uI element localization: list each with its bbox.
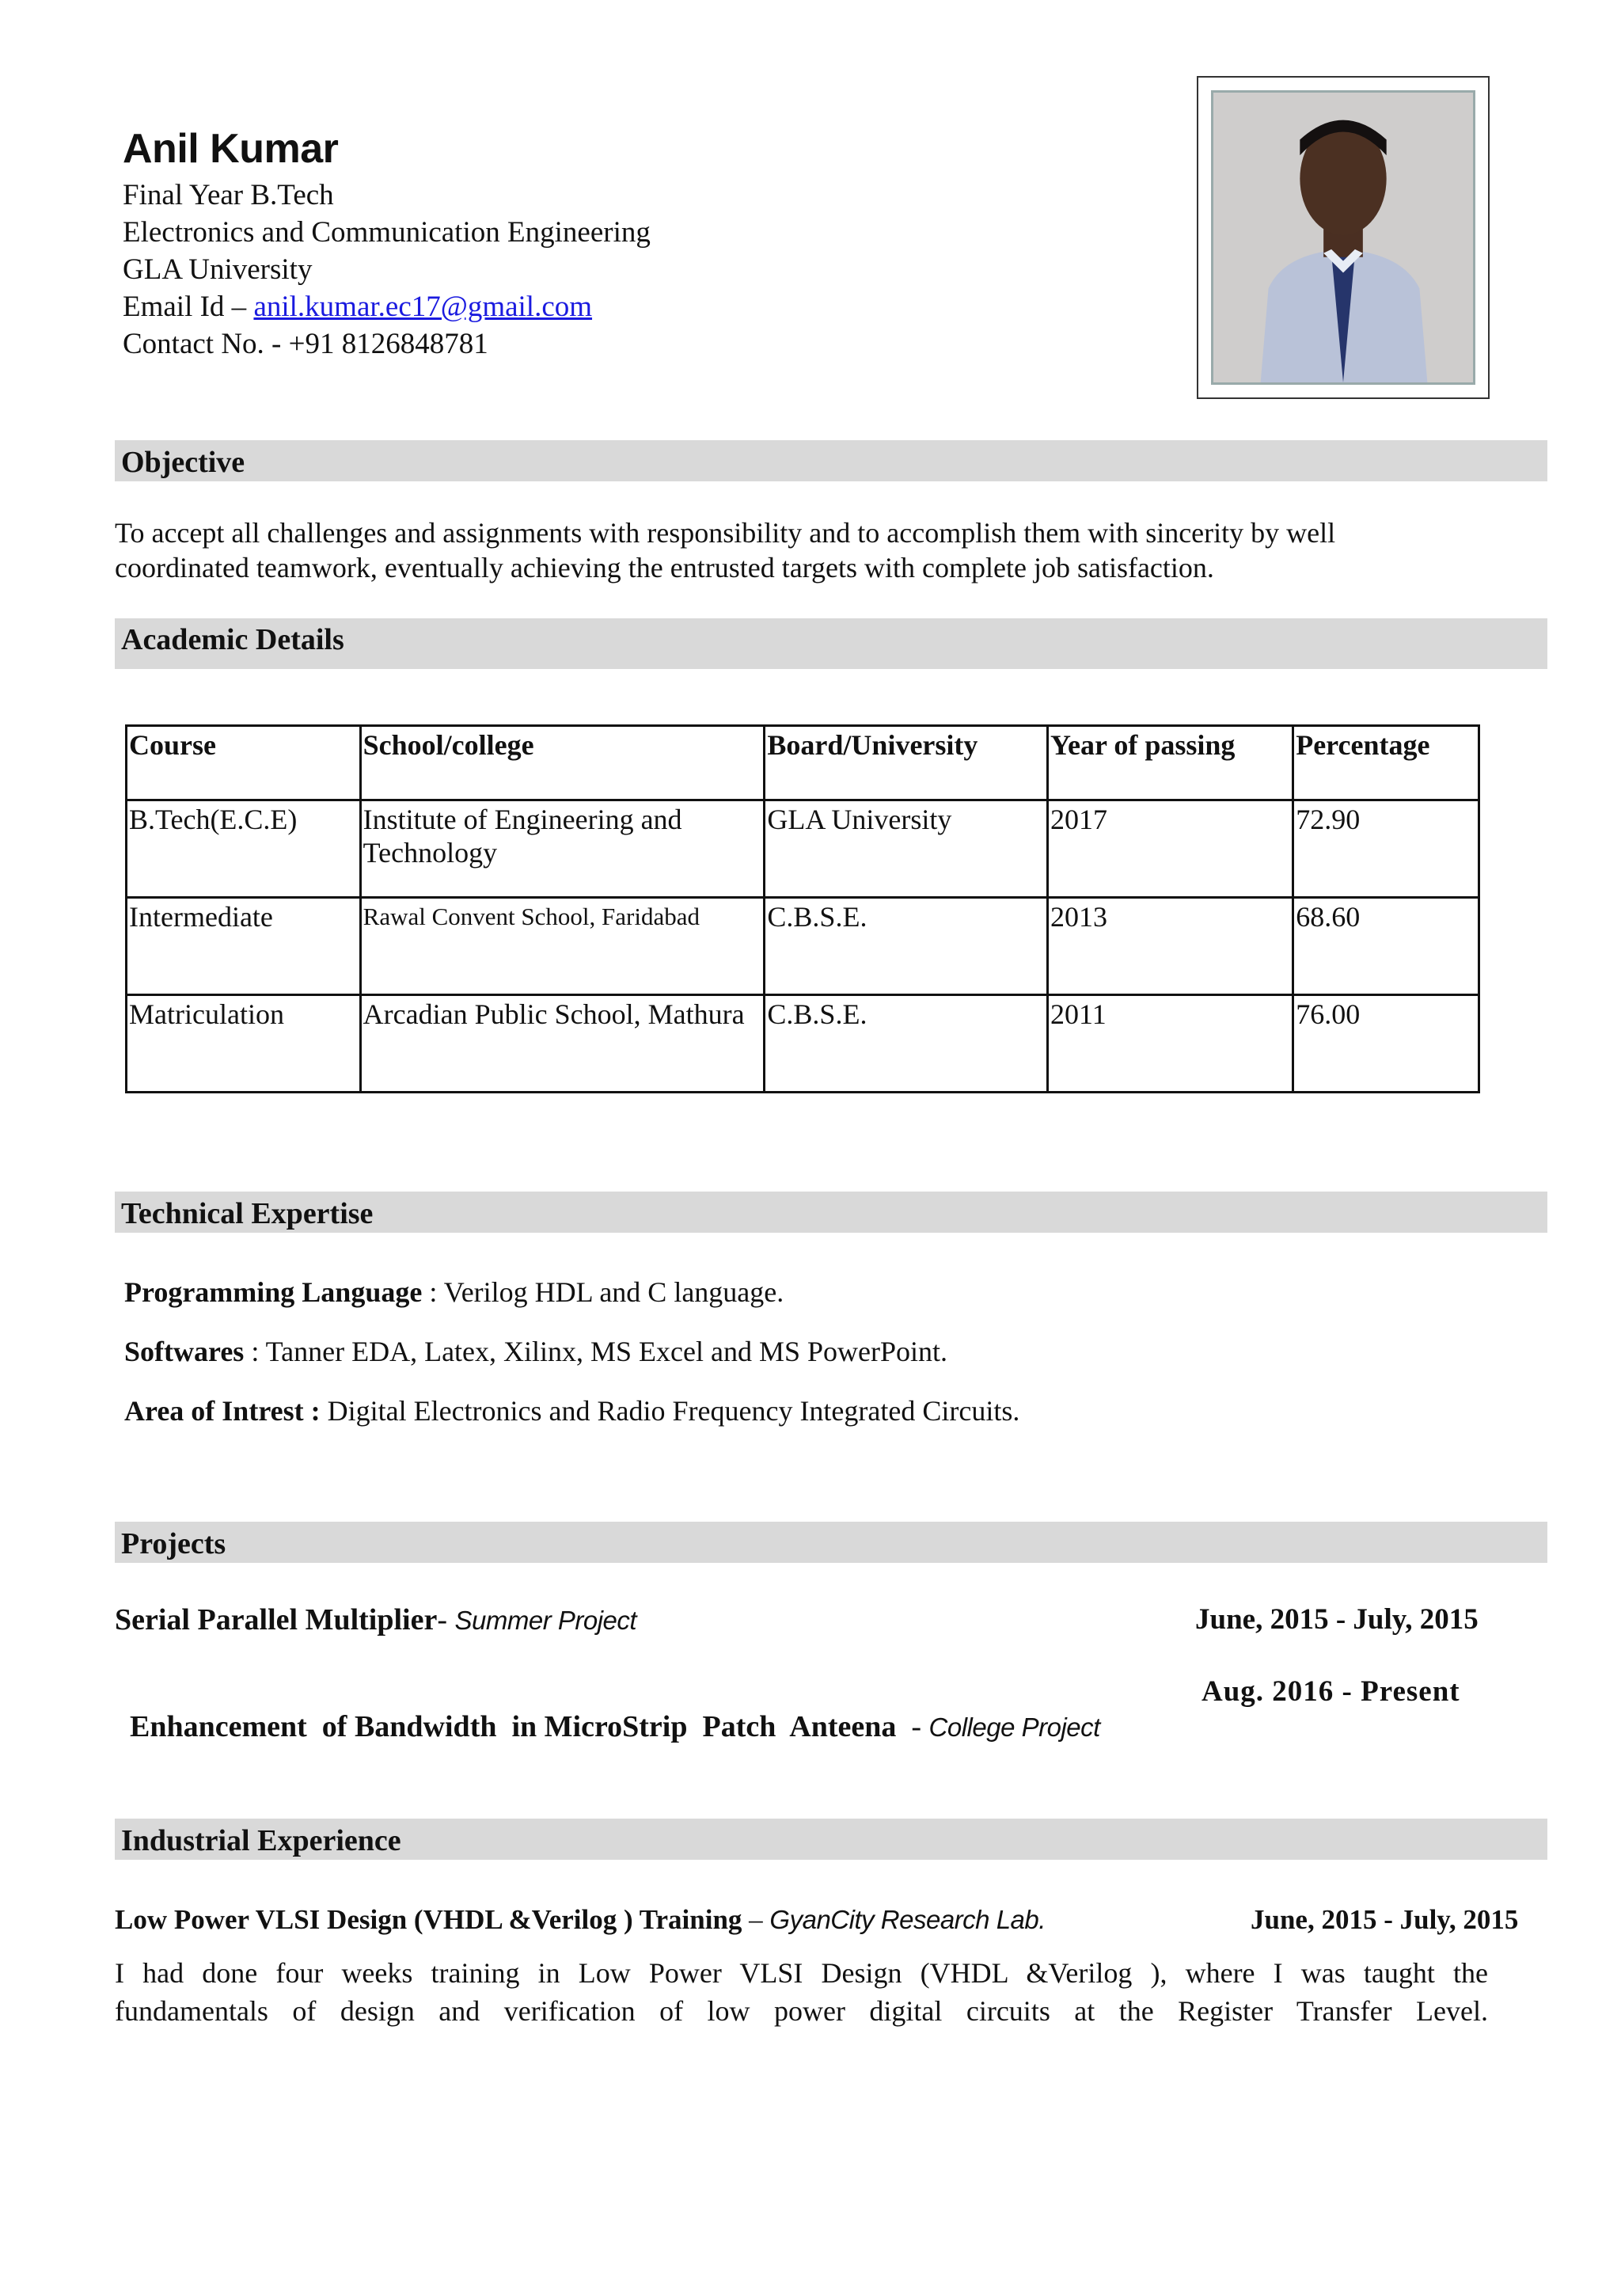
profile-photo-image (1211, 90, 1475, 385)
objective-line-2: coordinated teamwork, eventually achieving the entrusted targets with complete job satisfaction. (115, 552, 1214, 584)
table-cell: 76.00 (1293, 995, 1479, 1093)
candidate-name: Anil Kumar (123, 126, 339, 172)
table-cell: Institute of Engineering and Technology (360, 800, 765, 898)
section-projects (115, 1522, 1547, 1563)
project-title: Serial Parallel Multiplier (115, 1603, 438, 1636)
table-row (127, 800, 1479, 898)
email-link[interactable]: anil.kumar.ec17@gmail.com (253, 291, 593, 323)
project-type: Summer Project (454, 1606, 637, 1635)
project-type: College Project (928, 1712, 1100, 1742)
project-dates: June, 2015 - July, 2015 (1195, 1603, 1479, 1636)
experience-separator: – (742, 1904, 770, 1935)
skill-value: Digital Electronics and Radio Frequency Integrated Circuits. (320, 1395, 1020, 1427)
table-row (127, 898, 1479, 995)
skill-software (124, 1335, 947, 1368)
project-dates: Aug. 2016 - Present (1202, 1675, 1460, 1708)
skill-value: : Tanner EDA, Latex, Xilinx, MS Excel and MS PowerPoint. (244, 1336, 948, 1367)
project-title: Enhancement of Bandwidth in MicroStrip Patch Anteena (130, 1710, 897, 1743)
project-separator: - (896, 1710, 929, 1743)
skill-label: Programming Language (124, 1276, 423, 1308)
experience-desc-line-1: I had done four weeks training in Low Power VLSI Design (VHDL &Verilog ), where I was taught the (115, 1957, 1488, 1989)
section-title-technical: Technical Expertise (121, 1197, 374, 1230)
table-cell: 72.90 (1293, 800, 1479, 898)
academic-table (125, 724, 1480, 1093)
table-cell: C.B.S.E. (765, 898, 1048, 995)
table-cell: 2011 (1048, 995, 1293, 1093)
email-label: Email Id – (123, 291, 254, 323)
section-title-projects: Projects (121, 1527, 226, 1560)
email-line (123, 288, 592, 325)
project-item (115, 1602, 636, 1637)
section-title-industrial: Industrial Experience (121, 1824, 401, 1857)
section-academic (115, 618, 1547, 669)
section-title-academic: Academic Details (121, 623, 344, 656)
skill-programming (124, 1275, 784, 1309)
table-cell: Matriculation (127, 995, 361, 1093)
contact-line: Contact No. - +91 8126848781 (123, 328, 488, 360)
experience-org: GyanCity Research Lab. (769, 1905, 1046, 1934)
table-cell: GLA University (765, 800, 1048, 898)
table-header-cell: Percentage (1293, 726, 1479, 800)
table-row (127, 995, 1479, 1093)
header-line-degree: Final Year B.Tech (123, 179, 334, 211)
profile-photo (1197, 76, 1490, 399)
section-technical (115, 1192, 1547, 1233)
table-cell: Rawal Convent School, Faridabad (360, 898, 765, 995)
section-title-objective: Objective (121, 446, 245, 479)
table-header-cell: Board/University (765, 726, 1048, 800)
objective-line-1: To accept all challenges and assignments with responsibility and to accomplish them with sincerity by well (115, 517, 1336, 549)
table-header-row (127, 726, 1479, 800)
table-cell: C.B.S.E. (765, 995, 1048, 1093)
skill-area (124, 1394, 1019, 1427)
table-header-cell: Course (127, 726, 361, 800)
skill-label: Softwares (124, 1336, 245, 1367)
section-objective (115, 440, 1547, 481)
header-line-branch: Electronics and Communication Engineering (123, 216, 651, 249)
project-item (115, 1674, 1100, 1744)
skill-value: : Verilog HDL and C language. (422, 1276, 784, 1308)
header-line-university: GLA University (123, 253, 313, 286)
section-industrial (115, 1819, 1547, 1860)
table-header-cell: School/college (360, 726, 765, 800)
experience-title: Low Power VLSI Design (VHDL &Verilog ) Training (115, 1904, 742, 1935)
experience-dates: June, 2015 - July, 2015 (1251, 1904, 1519, 1935)
table-cell: 68.60 (1293, 898, 1479, 995)
table-header-cell: Year of passing (1048, 726, 1293, 800)
project-separator: - (437, 1603, 455, 1636)
table-cell: Intermediate (127, 898, 361, 995)
table-cell: 2013 (1048, 898, 1293, 995)
experience-heading (115, 1904, 1046, 1936)
table-cell: Arcadian Public School, Mathura (360, 995, 765, 1093)
table-cell: B.Tech(E.C.E) (127, 800, 361, 898)
experience-desc-line-2: fundamentals of design and verification of low power digital circuits at the Register Transfer Level. (115, 1995, 1488, 2027)
skill-label: Area of Intrest : (124, 1395, 321, 1427)
table-cell: 2017 (1048, 800, 1293, 898)
